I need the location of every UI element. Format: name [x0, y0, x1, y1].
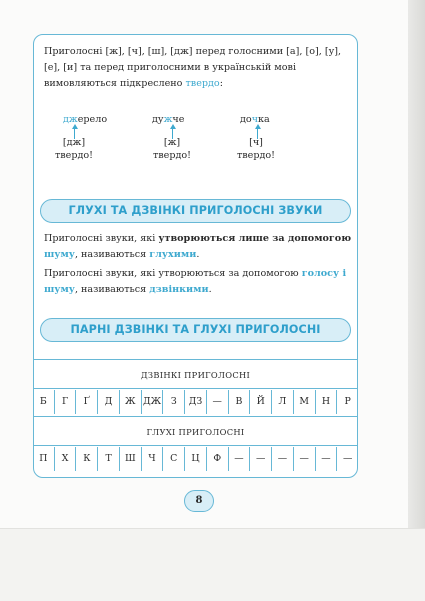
def-text: Приголосні звуки, які — [44, 233, 159, 244]
voiceless-row — [33, 447, 358, 471]
table-cell: Ц — [185, 447, 207, 471]
table-cell: Р — [344, 396, 351, 407]
table-cell: Ф — [207, 447, 229, 471]
intro-paragraph — [44, 44, 352, 92]
example-note-2: твердо! — [152, 150, 192, 161]
table-cell: С — [163, 447, 185, 471]
example-note-1: твердо! — [54, 150, 94, 161]
intro-text: Приголосні [ж], [ч], [ш], [дж] перед голосними [а], [о], [у], [е], [и] та перед приголосними в українській мові вимовляються підкреслено — [44, 46, 342, 89]
table-cell: Т — [98, 447, 120, 471]
example-word-1 — [63, 114, 107, 125]
section-title-1: ГЛУХІ ТА ДЗВІНКІ ПРИГОЛОСНІ ЗВУКИ — [68, 204, 323, 217]
table-cell: Л — [272, 390, 294, 414]
table-cell: — — [207, 390, 229, 414]
table-cell: — — [272, 447, 294, 471]
voiceless-header: ГЛУХІ ПРИГОЛОСНІ — [146, 427, 245, 437]
example-highlight: дж — [63, 114, 78, 125]
table-line — [33, 416, 358, 417]
table-cell: П — [33, 447, 55, 471]
table-cell: Ш — [120, 447, 142, 471]
example-rest: ерело — [77, 114, 108, 125]
example-sound-1: [дж] — [62, 137, 86, 148]
def-bold: утворюються лише за допомогою — [158, 233, 352, 244]
example-sound-2: [ж] — [163, 137, 181, 148]
def-text: . — [208, 284, 212, 295]
section-title-2: ПАРНІ ДЗВІНКІ ТА ГЛУХІ ПРИГОЛОСНІ — [70, 323, 321, 336]
def-term: дзвінкими — [149, 284, 209, 295]
table-cell: Д — [98, 390, 120, 414]
table-cell: Б — [33, 390, 55, 414]
def-text: , називаються — [74, 249, 150, 260]
table-cell: Ґ — [76, 390, 98, 414]
example-word-2 — [152, 114, 184, 125]
table-cell: Ж — [120, 390, 142, 414]
example-pre: до — [240, 114, 252, 125]
definition-voiced — [44, 266, 352, 298]
example-highlight: ж — [163, 114, 173, 125]
example-sound-3: [ч] — [249, 137, 263, 148]
table-cell: Х — [55, 447, 77, 471]
table-cell: К — [76, 447, 98, 471]
example-pre: ду — [152, 114, 164, 125]
table-cell: Н — [316, 390, 338, 414]
intro-colon: : — [219, 78, 223, 89]
def-text: Приголосні звуки, які утворюються за допомогою — [44, 268, 302, 279]
table-line — [33, 359, 358, 360]
example-rest: че — [172, 114, 185, 125]
table-cell: ДЗ — [185, 390, 207, 414]
page-bottom-margin — [0, 528, 425, 601]
table-cell: ДЖ — [142, 390, 164, 414]
table-cell: Й — [250, 390, 272, 414]
table-cell: — — [229, 447, 251, 471]
def-key: шуму — [44, 249, 75, 260]
table-cell: Г — [55, 390, 77, 414]
def-key: голосу і шуму — [44, 268, 347, 295]
def-text: . — [196, 249, 200, 260]
example-rest: ка — [258, 114, 270, 125]
table-cell: З — [163, 390, 185, 414]
table-cell: — — [250, 447, 272, 471]
table-cell: В — [229, 390, 251, 414]
table-line — [33, 445, 358, 446]
example-highlight: ч — [251, 114, 259, 125]
def-text: , називаються — [74, 284, 150, 295]
page-number: 8 — [184, 490, 214, 512]
definition-voiceless — [44, 231, 352, 263]
table-cell: — — [342, 453, 353, 464]
table-cell: М — [294, 390, 316, 414]
page-edge — [408, 0, 425, 600]
def-term: глухими — [149, 249, 197, 260]
table-cell: — — [294, 447, 316, 471]
intro-emphasis: твердо — [185, 78, 220, 89]
voiced-row — [33, 390, 358, 414]
table-cell: Ч — [142, 447, 164, 471]
table-cell: — — [316, 447, 338, 471]
table-line — [33, 388, 358, 389]
example-note-3: твердо! — [236, 150, 276, 161]
voiced-header: ДЗВІНКІ ПРИГОЛОСНІ — [140, 370, 251, 380]
